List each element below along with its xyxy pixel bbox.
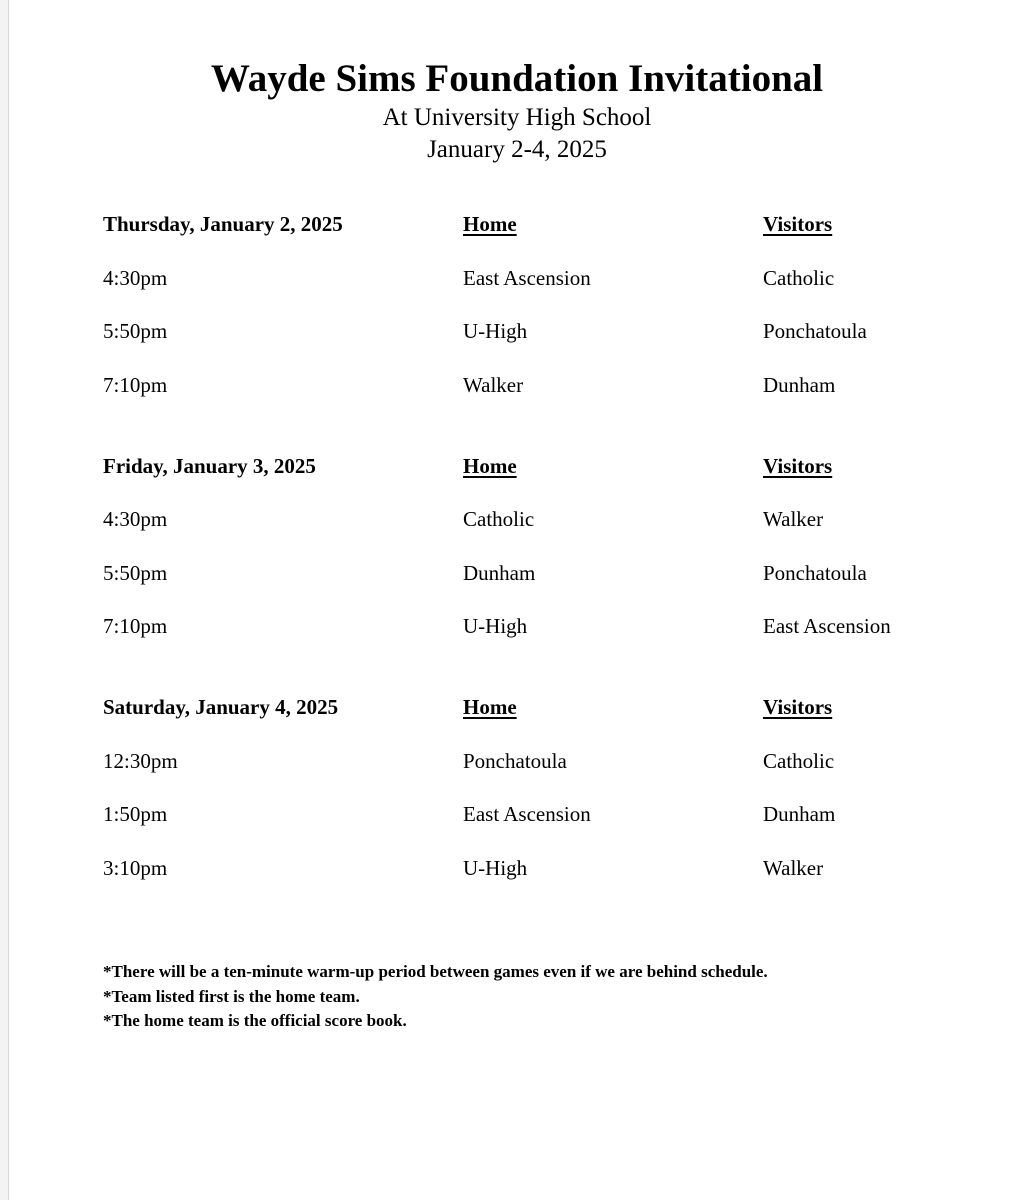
home-column-header: Home [463,695,517,719]
day-header [9,450,1032,482]
home-team: Ponchatoula [463,749,567,773]
game-time: 12:30pm [103,749,178,773]
visiting-team: East Ascension [763,614,891,638]
game-time: 4:30pm [103,507,168,531]
event-dates: January 2-4, 2025 [427,136,607,163]
home-column-header: Home [463,454,517,478]
page-title: Wayde Sims Foundation Invitational [210,57,824,100]
game-row [9,557,1032,589]
home-team: U-High [463,856,528,880]
visitors-column-header: Visitors [763,212,833,236]
game-time: 7:10pm [103,614,168,638]
game-row [9,369,1032,401]
day-date: Friday, January 3, 2025 [103,454,316,478]
game-row [9,503,1032,535]
day-header [9,208,1032,240]
visiting-team: Walker [763,507,824,531]
home-column-header: Home [463,212,517,236]
visiting-team: Walker [763,856,824,880]
game-row [9,315,1032,347]
note-score-book: *The home team is the official score book. [103,1011,407,1030]
visiting-team: Dunham [763,373,836,397]
game-row [9,262,1032,294]
day-date: Saturday, January 4, 2025 [103,695,339,719]
home-team: East Ascension [463,266,591,290]
schedule-page [8,0,1032,1200]
event-location: At University High School [382,104,652,131]
game-row [9,610,1032,642]
game-row [9,745,1032,777]
game-time: 4:30pm [103,266,168,290]
visiting-team: Ponchatoula [763,319,867,343]
home-team: Catholic [463,507,535,531]
home-team: U-High [463,319,528,343]
day-header [9,691,1032,723]
game-time: 7:10pm [103,373,168,397]
game-time: 5:50pm [103,319,168,343]
game-time: 1:50pm [103,802,168,826]
visiting-team: Ponchatoula [763,561,867,585]
day-date: Thursday, January 2, 2025 [103,212,343,236]
visitors-column-header: Visitors [763,454,833,478]
note-warmup: *There will be a ten-minute warm-up period between games even if we are behind schedule. [103,962,768,981]
visiting-team: Catholic [763,749,835,773]
visitors-column-header: Visitors [763,695,833,719]
game-row [9,798,1032,830]
visiting-team: Dunham [763,802,836,826]
game-row [9,852,1032,884]
game-time: 5:50pm [103,561,168,585]
home-team: Walker [463,373,524,397]
game-time: 3:10pm [103,856,168,880]
schedule-notes [103,960,1003,1034]
note-home-team: *Team listed first is the home team. [103,986,360,1006]
home-team: East Ascension [463,802,591,826]
visiting-team: Catholic [763,266,835,290]
home-team: U-High [463,614,528,638]
home-team: Dunham [463,561,536,585]
